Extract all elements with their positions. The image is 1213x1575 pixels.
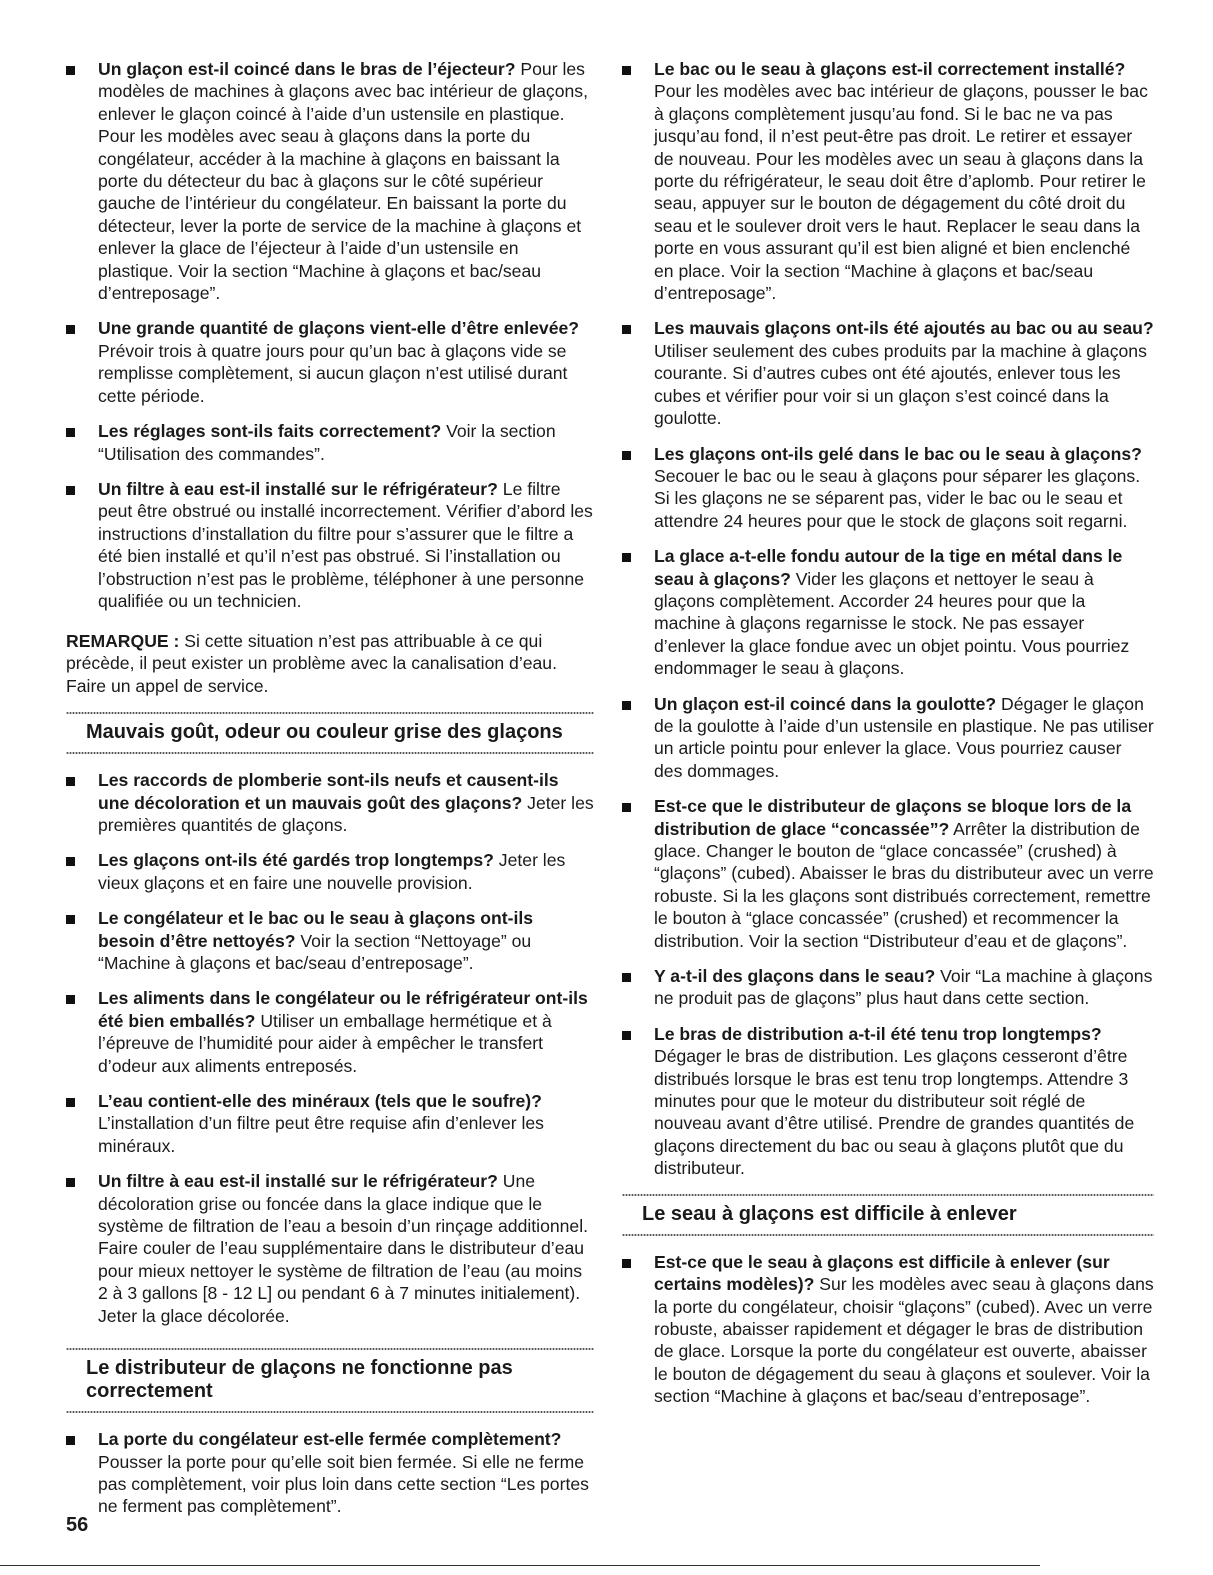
list-item [622,58,1154,304]
right-column [622,58,1154,1421]
item-question: Est-ce que le distributeur de glaçons se bloque lors de la distribution de glace “concassée”? [654,796,1132,839]
list-item [66,478,594,612]
list-item [622,795,1154,952]
section-header-dispenser [66,1347,594,1414]
item-answer: Voir “La machine à glaçons ne produit pas de glaçons” plus haut dans cette section. [654,966,1153,1009]
section-header-bucket [622,1193,1154,1237]
bullet-icon [622,1031,631,1040]
bullet-icon [66,325,75,334]
remark-note [66,630,594,697]
bullet-icon [66,777,75,786]
item-question: Les glaçons ont-ils gelé dans le bac ou le seau à glaçons? [654,443,1142,464]
list-item [622,693,1154,783]
item-answer: Jeter les vieux glaçons et en faire une nouvelle provision. [98,850,566,893]
bullet-icon [622,66,631,75]
item-question: Les mauvais glaçons ont-ils été ajoutés au bac ou au seau? [654,318,1154,339]
item-answer: Utiliser seulement des cubes produits par la machine à glaçons courante. Si d’autres cubes ont été ajoutés, enlever tous les cubes et vérifier pour voir si un glaçon s’est coincé dans la goulotte. [654,340,1147,429]
section-heading: Mauvais goût, odeur ou couleur grise des glaçons [86,721,563,744]
bullet-icon [622,553,631,562]
section-header-taste [66,711,594,755]
item-question: Un filtre à eau est-il installé sur le réfrigérateur? [98,1171,498,1192]
item-question: La porte du congélateur est-elle fermée complètement? [98,1429,562,1450]
bucket-list [622,1251,1154,1408]
item-question: La glace a-t-elle fondu autour de la tige en métal dans le seau à glaçons? [654,546,1123,589]
section-heading: Le seau à glaçons est difficile à enlever [642,1202,1017,1225]
item-question: Les réglages sont-ils faits correctement? [98,421,442,442]
bullet-icon [622,701,631,710]
list-item [66,769,594,836]
item-answer: Prévoir trois à quatre jours pour qu’un bac à glaçons vide se remplisse complètement, si aucun glaçon n’est utilisé durant cette période. [98,340,568,406]
list-item [66,1170,594,1327]
left-column [66,58,594,1531]
list-item [66,987,594,1077]
item-question: Les aliments dans le congélateur ou le réfrigérateur ont-ils été bien emballés? [98,988,588,1031]
item-answer: Arrêter la distribution de glace. Changer le bouton de “glace concassée” (crushed) à “glaçons” (cubed). Abaisser le bras du distributeur avec un verre robuste. Si la les glaçons sont distribués correctement, remettre le bouton à “glace concassée” (crushed) et recommencer la distribution. Voir la section “Distributeur d’eau et de glaçons”. [654,818,1154,951]
list-item [66,1428,594,1518]
bullet-icon [66,1436,75,1445]
bullet-icon [66,1098,75,1107]
footer-rule [0,1565,1040,1566]
item-answer: Dégager le bras de distribution. Les glaçons cesseront d’être distribués lorsque le bras est tenu trop longtemps. Attendre 3 minutes pour que le moteur du distributeur soit réglé de nouveau avant d’être utilisé. Prendre de grandes quantités de glaçons directement du bac ou seau à glaçons plutôt que du distributeur. [654,1046,1135,1179]
list-item [66,317,594,407]
item-question: L’eau contient-elle des minéraux (tels que le soufre)? [98,1091,542,1112]
bullet-icon [622,1259,631,1268]
item-question: Les raccords de plomberie sont-ils neufs et causent-ils une décoloration et un mauvais goût des glaçons? [98,770,559,813]
item-answer: Pousser la porte pour qu’elle soit bien fermée. Si elle ne ferme pas complètement, voir plus loin dans cette section “Les portes ne ferment pas complètement”. [98,1451,589,1517]
list-item [66,849,594,894]
item-answer: L’installation d’un filtre peut être requise afin d’enlever les minéraux. [98,1113,544,1156]
item-answer: Pour les modèles avec bac intérieur de glaçons, pousser le bac à glaçons complètement jusqu’au fond. Si le bac ne va pas jusqu’au fond, il n’est peut-être pas droit. Le retirer et essayer de nouveau. Pour les modèles avec un seau à glaçons dans la porte du réfrigérateur, le seau doit être d’aplomb. Pour retirer le seau, appuyer sur le bouton de dégagement du côté droit du seau et le soulever droit vers le haut. Replacer le seau dans la porte en vous assurant qu’il est bien aligné et bien enclenché en place. Voir la section “Machine à glaçons et bac/seau d’entreposage”. [654,81,1148,304]
remark-label: REMARQUE : [66,630,180,651]
bullet-icon [622,325,631,334]
taste-list [66,769,594,1327]
section-heading: Le distributeur de glaçons ne fonctionne pas correctement [86,1357,513,1403]
item-question: Le bras de distribution a-t-il été tenu trop longtemps? [654,1023,1102,1044]
bullet-icon [66,995,75,1004]
item-question: Le congélateur et le bac ou le seau à glaçons ont-ils besoin d’être nettoyés? [98,908,534,951]
left-intro-list [66,58,594,612]
bullet-icon [622,803,631,812]
item-answer: Vider les glaçons et nettoyer le seau à glaçons complètement. Accorder 24 heures pour que la machine à glaçons regarnisse le stock. Ne pas essayer d’enlever la glace fondue avec un objet pointu. Vous pourriez endommager le seau à glaçons. [654,568,1130,679]
dotted-rule-bottom [66,751,594,755]
list-item [622,545,1154,679]
dotted-rule-bottom [66,1410,594,1414]
bullet-icon [66,66,75,75]
list-item [66,1090,594,1157]
remark-text: Si cette situation n’est pas attribuable à ce qui précède, il peut exister un problème avec la canalisation d’eau. Faire un appel de service. [66,630,557,696]
item-question: Une grande quantité de glaçons vient-elle d’être enlevée? [98,318,580,339]
bullet-icon [66,428,75,437]
item-answer: Voir la section “Nettoyage” ou “Machine à glaçons et bac/seau d’entreposage”. [98,930,532,973]
page-number: 56 [66,1514,89,1536]
list-item [66,420,594,465]
item-answer: Jeter les premières quantités de glaçons. [98,792,594,835]
bullet-icon [66,857,75,866]
item-answer: Secouer le bac ou le seau à glaçons pour séparer les glaçons. Si les glaçons ne se séparent pas, vider le bac ou le seau et attendre 24 heures pour que le stock de glaçons soit regarni. [654,465,1141,531]
right-intro-list [622,58,1154,1180]
bullet-icon [622,451,631,460]
item-answer: Une décoloration grise ou foncée dans la glace indique que le système de filtration de l’eau a besoin d’un rinçage additionnel. Faire couler de l’eau supplémentaire dans le distributeur d’eau pour mieux nettoyer le système de filtration de l’eau (au moins 2 à 3 gallons [8 - 12 L] ou pendant 6 à 7 minutes initialement). Jeter la glace décolorée. [98,1171,589,1326]
dispenser-list [66,1428,594,1518]
list-item [622,1251,1154,1408]
item-answer: Dégager le glaçon de la goulotte à l’aide d’un ustensile en plastique. Ne pas utiliser un article pointu pour enlever la glace. Vous pourriez causer des dommages. [654,693,1154,781]
list-item [622,965,1154,1010]
dotted-rule-bottom [622,1233,1154,1237]
item-question: Est-ce que le seau à glaçons est difficile à enlever (sur certains modèles)? [654,1251,1110,1295]
list-item [66,907,594,974]
bullet-icon [66,1178,75,1187]
list-item [622,317,1154,429]
list-item [66,58,594,304]
bullet-icon [66,486,75,495]
item-question: Un filtre à eau est-il installé sur le réfrigérateur? [98,478,498,499]
bullet-icon [622,973,631,982]
bullet-icon [66,915,75,924]
item-answer: Sur les modèles avec seau à glaçons dans la porte du congélateur, choisir “glaçons” (cubed). Avec un verre robuste, abaisser rapidement et dégager le bras de distribution de glace. Lorsque la porte du congélateur est ouverte, abaisser le bouton de dégagement du seau à glaçons et soulever. Voir la section “Machine à glaçons et bac/seau d’entreposage”. [654,1274,1154,1407]
item-question: Le bac ou le seau à glaçons est-il correctement installé? [654,59,1126,79]
list-item [622,443,1154,533]
list-item [622,1023,1154,1180]
item-question: Un glaçon est-il coincé dans la goulotte? [654,693,997,714]
item-answer: Utiliser un emballage hermétique et à l’épreuve de l’humidité pour aider à empêcher le transfert d’odeur aux aliments entreposés. [98,1010,552,1076]
item-answer: Voir la section “Utilisation des commandes”. [98,421,556,464]
item-question: Les glaçons ont-ils été gardés trop longtemps? [98,850,494,871]
item-answer: Pour les modèles de machines à glaçons avec bac intérieur de glaçons, enlever le glaçon coincé à l’aide d’un ustensile en plastique. Pour les modèles avec seau à glaçons dans la porte du congélateur, accéder à la machine à glaçons en baissant la porte du détecteur du bac à glaçons sur le côté supérieur gauche de l’intérieur du congélateur. En baissant la porte du détecteur, lever la porte de service de la machine à glaçons et enlever la glace de l’éjecteur à l’aide d’un ustensile en plastique. Voir la section “Machine à glaçons et bac/seau d’entreposage”. [98,59,588,304]
item-answer: Le filtre peut être obstrué ou installé incorrectement. Vérifier d’abord les instructions d’installation du filtre pour s’assurer que le filtre a été bien installé et qu’il n’est pas obstrué. Si l’installation ou l’obstruction n’est pas le problème, téléphoner à une personne qualifiée ou un technicien. [98,478,593,611]
item-question: Un glaçon est-il coincé dans le bras de l’éjecteur? [98,59,516,79]
item-question: Y a-t-il des glaçons dans le seau? [654,966,936,987]
